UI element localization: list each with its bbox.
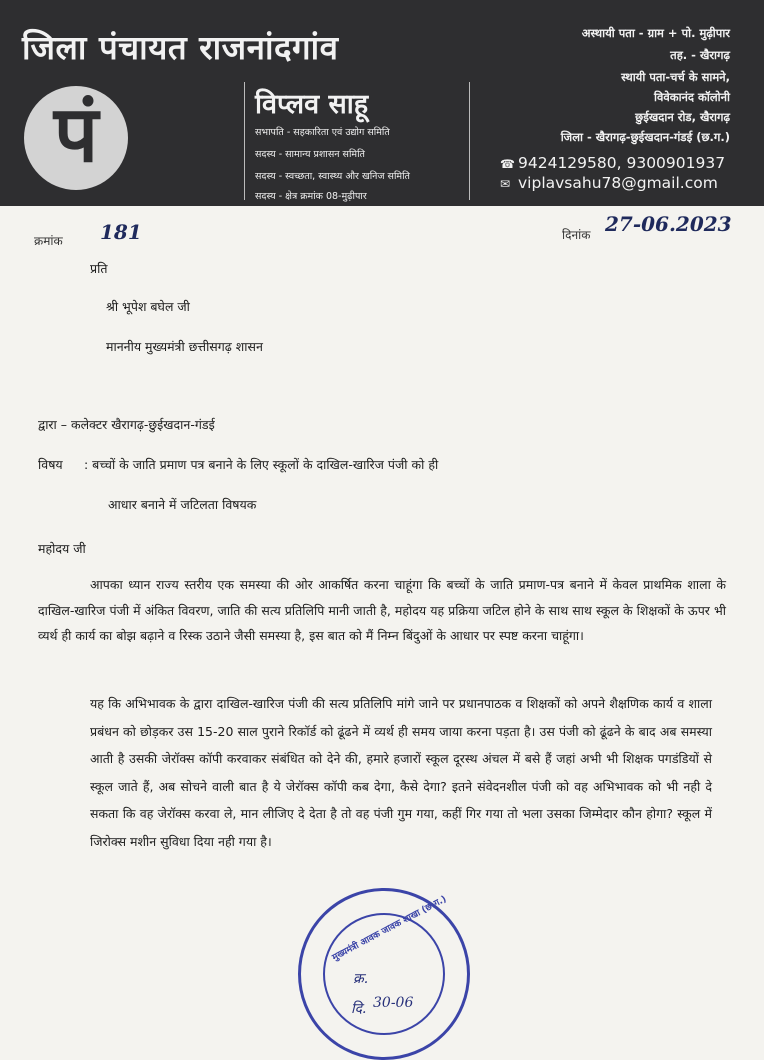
via-line: द्वारा – कलेक्टर खैरागढ़-छुईखदान-गंडई xyxy=(38,417,215,432)
stamp-kr-label: क्र. xyxy=(353,971,369,987)
address-line: विवेकानंद कॉलोनी xyxy=(653,90,730,104)
telephone-icon: ☎ xyxy=(500,157,515,171)
subject-label: विषय xyxy=(38,457,63,472)
subject-line-2: आधार बनाने में जटिलता विषयक xyxy=(108,497,257,512)
phone-numbers xyxy=(500,154,725,172)
role-line: सभापति - सहकारिता एवं उद्योग समिति xyxy=(255,127,390,138)
role-line: सदस्य - स्वच्छता, स्वास्थ्य और खनिज समिति xyxy=(255,171,410,182)
address-line: अस्थायी पता - ग्राम + पो. मुढ़ीपार xyxy=(581,26,730,40)
body-paragraph-1: आपका ध्यान राज्य स्तरीय एक समस्या की ओर आकर्षित करना चाहूंगा कि बच्चों के जाति प्रमाण-पत्र बनाने में केवल प्राथमिक शाला के दाखिल-खारिज पंजी में अंकित विवरण, जाति की सत्य प्रतिलिपि मानी जाती है, महोदय यह प्रक्रिया जटिल होने के साथ साथ स्कूल के शिक्षकों के ऊपर भी व्यर्थ ही कार्य का बोझ बढ़ाने व रिस्क उठाने जैसी समस्या है, इस बात को मैं निम्न बिंदुओं के आधार पर स्पष्ट करना चाहूंगा। xyxy=(38,577,726,644)
to-line: प्रति xyxy=(90,261,108,276)
subject-line-1: : बच्चों के जाति प्रमाण पत्र बनाने के लिए स्कूलों के दाखिल-खारिज पंजी को ही xyxy=(84,457,439,472)
address-line: छुईखदान रोड, खैरागढ़ xyxy=(635,110,730,124)
email-text: viplavsahu78@gmail.com xyxy=(518,174,718,192)
email-address xyxy=(500,174,718,192)
body-paragraph-2: यह कि अभिभावक के द्वारा दाखिल-खारिज पंजी की सत्य प्रतिलिपि मांगे जाने पर प्रधानपाठक व शिक्षकों को अपने शैक्षणिक कार्य व शाला प्रबंधन को छोड़कर उस 15-20 साल पुराने रिकॉर्ड को ढूंढने में व्यर्थ ही समय जाया करना पड़ता है। उस पंजी को ढूंढने के बाद अब समस्या आती है उसकी जेरॉक्स कॉपी करवाकर संबंधित को देने की, हमारे हजारों स्कूल दूरस्थ अंचल में बसे हैं जहां अभी भी शिक्षक पगडंडियों से स्कूल जाते हैं, अब सोचने वाली बात है ये जेरॉक्स कॉपी कब देगा, कैसे देगा? इतने संवेदनशील पंजी को वह अभिभावक को भी नही दे सकता कि वह जेरॉक्स करवा ले, मान लीजिए दे देता है तो वह पंजी गुम गया, कहीं गिर गया तो भला उसका जिम्मेदार कौन होगा? स्कूल में जिरोक्स मशीन सुविधा दिया नही गया है। xyxy=(90,696,712,849)
ref-number: 181 xyxy=(100,220,142,244)
address-line: जिला - खैरागढ़-छुईखदान-गंडई (छ.ग.) xyxy=(560,130,730,144)
ref-label: क्रमांक xyxy=(34,234,63,248)
letterhead xyxy=(0,0,764,206)
stamp-date-value: 30-06 xyxy=(373,995,414,1011)
org-name: जिला पंचायत राजनांदगांव xyxy=(22,28,339,67)
stamp-ring-text: मुख्यमंत्री आवक जावक शाखा (छ.ग.) xyxy=(330,894,449,964)
member-name: विप्लव साहू xyxy=(255,89,369,120)
logo-letter: पं xyxy=(53,90,99,180)
panchayat-logo xyxy=(24,86,128,190)
envelope-icon: ✉ xyxy=(500,177,511,191)
address-line: स्थायी पता-चर्च के सामने, xyxy=(621,70,730,84)
recipient-name: श्री भूपेश बघेल जी xyxy=(106,299,190,314)
recipient-title: माननीय मुख्यमंत्री छत्तीसगढ़ शासन xyxy=(106,339,263,354)
address-line: तह. - खैरागढ़ xyxy=(670,48,730,62)
stamp-date-label: दि. xyxy=(351,1001,367,1017)
date-label: दिनांक xyxy=(562,228,591,242)
role-line: सदस्य - क्षेत्र क्रमांक 08-मुढ़ीपार xyxy=(255,191,367,202)
date-value: 27-06.2023 xyxy=(605,212,732,236)
role-line: सदस्य - सामान्य प्रशासन समिति xyxy=(255,149,365,160)
salutation: महोदय जी xyxy=(38,541,86,556)
phone-text: 9424129580, 9300901937 xyxy=(518,154,726,172)
inward-stamp xyxy=(298,888,470,1060)
